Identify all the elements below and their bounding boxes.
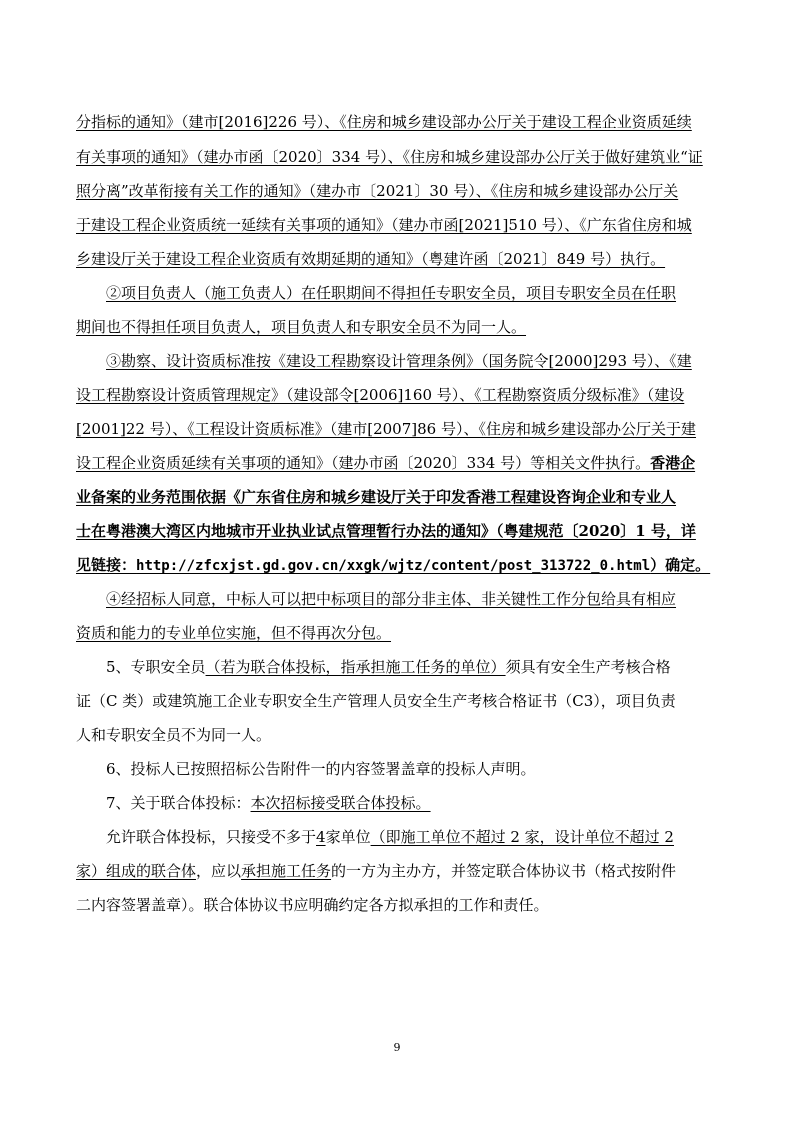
text-line — [76, 446, 720, 480]
text-segment: 的一方为主办方，并签定联合体协议书（格式按附件 — [331, 862, 677, 880]
text-segment: 家单位 — [325, 828, 371, 846]
url-link[interactable]: http://zfcxjst.gd.gov.cn/xxgk/wjtz/content/post_313722_0.html — [136, 558, 651, 574]
underlined-segment: （即施工单位不超过 2 家，设计单位不超过 2 — [370, 828, 674, 846]
text-line: 有关事项的通知》（建办市函〔2020〕334 号）、《住房和城乡建设部办公厅关于做好建筑业“证 — [76, 148, 703, 166]
text-segment: 设工程企业资质延续有关事项的通知》（建办市函〔2020〕334 号）等相关文件执行。 — [76, 454, 651, 472]
text-line: 期间也不得担任项目负责人，项目负责人和专职安全员不为同一人。 — [76, 318, 527, 336]
underlined-segment: 承担施工任务 — [241, 862, 332, 880]
text-line: ③勘察、设计资质标准按《建设工程勘察设计管理条例》（国务院令[2000]293 号）、《建 — [106, 352, 692, 370]
text-line — [76, 786, 720, 820]
page-number: 9 — [393, 1041, 401, 1054]
text-line: 二内容签署盖章）。联合体协议书应明确约定各方拟承担的工作和责任。 — [76, 896, 549, 914]
bold-text-line: 业备案的业务范围依据《广东省住房和城乡建设厅关于印发香港工程建设咨询企业和专业人 — [76, 488, 677, 506]
text-line — [76, 820, 720, 854]
text-line: 设工程勘察设计资质管理规定》（建设部令[2006]160 号）、《工程勘察资质分级标准》（建设 — [76, 386, 685, 404]
text-segment: 5、专职安全员 — [106, 658, 206, 676]
text-segment: ）确定。 — [650, 556, 711, 574]
text-line: 分指标的通知》（建市[2016]226 号）、《住房和城乡建设部办公厅关于建设工程企业资质延续 — [76, 113, 692, 131]
text-line: 6、投标人已按照招标公告附件一的内容签署盖章的投标人声明。 — [106, 760, 536, 778]
text-line: 乡建设厅关于建设工程企业资质有效期延期的通知》（粤建许函〔2021〕849 号）执行。 — [76, 250, 666, 268]
text-line: 资质和能力的专业单位实施，但不得再次分包。 — [76, 624, 392, 642]
text-segment: 允许联合体投标，只接受不多于 — [106, 828, 317, 846]
underlined-segment: 家）组成的联合体 — [76, 862, 197, 880]
text-segment: 7、关于联合体投标： — [106, 794, 251, 812]
bold-text-line — [76, 548, 720, 582]
document-body — [76, 104, 720, 922]
text-line: ②项目负责人（施工负责人）在任职期间不得担任专职安全员，项目专职安全员在任职 — [106, 284, 677, 302]
bold-text-segment: 香港企 — [650, 454, 696, 472]
underlined-segment: 本次招标接受联合体投标。 — [250, 794, 431, 812]
text-line: [2001]22 号）、《工程设计资质标准》（建市[2007]86 号）、《住房和城乡建设部办公厅关于建 — [76, 420, 696, 438]
text-line — [76, 854, 720, 888]
text-line: ④经招标人同意，中标人可以把中标项目的部分非主体、非关键性工作分包给具有相应 — [106, 590, 677, 608]
text-segment: 须具有安全生产考核合格 — [505, 658, 671, 676]
text-line: 于建设工程企业资质统一延续有关事项的通知》（建办市函[2021]510 号）、《广东省住房和城 — [76, 216, 692, 234]
underlined-segment: 4 — [316, 828, 326, 846]
bold-text-line: 士在粤港澳大湾区内地城市开业执业试点管理暂行办法的通知》（粤建规范〔2020〕1 号，详 — [76, 522, 696, 540]
text-line: 证（C 类）或建筑施工企业专职安全生产管理人员安全生产考核合格证书（C3），项目负责 — [76, 692, 676, 710]
text-line — [76, 650, 720, 684]
text-line: 人和专职安全员不为同一人。 — [76, 726, 272, 744]
text-segment: 见链接： — [76, 556, 137, 574]
underlined-segment: （若为联合体投标，指承担施工任务的单位） — [205, 658, 506, 676]
text-segment: ，应以 — [196, 862, 242, 880]
text-line: 照分离”改革衔接有关工作的通知》（建办市〔2021〕30 号）、《住房和城乡建设部办公厅关 — [76, 182, 679, 200]
